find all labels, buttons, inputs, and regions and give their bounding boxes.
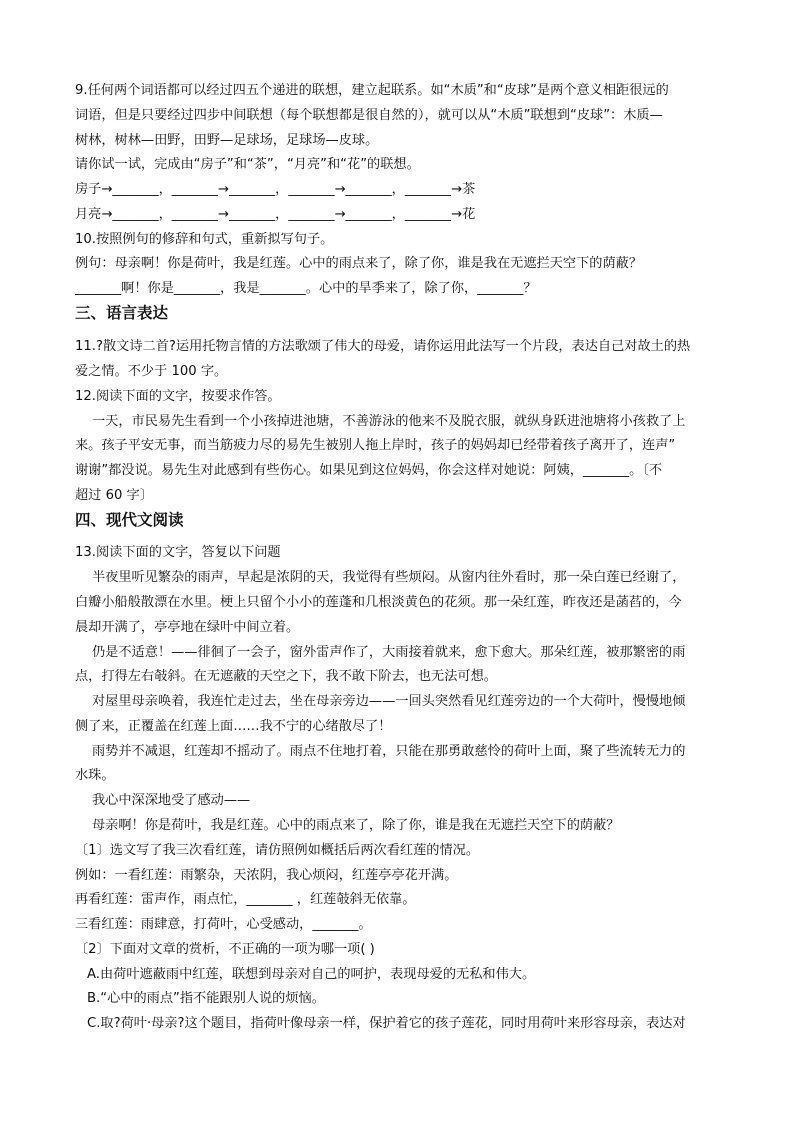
q10-answer-template: _______啊！你是_______，我是_______。心中的旱季来了，除了你，_______？ [75,281,537,296]
q12-passage-3: 谢谢”都没说。易先生对此感到有些伤心。如果见到这位妈妈，你会这样对她说：阿姨，_______。〔不 [75,463,663,478]
q10-question: 10.按照例句的修辞和句式，重新拟写句子。 [75,232,334,247]
passage-p1-line-2: 白瓣小船般散漂在水里。梗上只留个小小的莲蓬和几根淡黄色的花须。那一朵红莲，昨夜还是菡萏的，今 [75,595,682,610]
passage-p3-line-1: 对屋里母亲唤着，我连忙走过去，坐在母亲旁边——一回头突然看见红莲旁边的一个大荷叶，慢慢地倾 [92,694,686,709]
passage-p6: 母亲啊！你是荷叶，我是红莲。心中的雨点来了，除了你，谁是我在无遮拦天空下的荫蔽？ [92,818,620,833]
q13-option-a: A.由荷叶遮蔽雨中红莲，联想到母亲对自己的呵护，表现母爱的无私和伟大。 [87,967,536,982]
passage-p1-line-3: 晨却开满了，亭亭地在绿叶中间立着。 [75,620,300,635]
q9-line-2: 词语，但是只要经过四步中间联想（每个联想都是很自然的），就可以从“木质”联想到“皮球”：木质— [75,108,663,123]
passage-p2-line-1: 仍是不适意！——徘徊了一会子，窗外雷声作了，大雨接着就来，愈下愈大。那朵红莲，被那繁密的雨 [92,645,686,660]
q11-line-1: 11.?散文诗二首?运用托物言情的方法歌颂了伟大的母爱，请你运用此法写一个片段，表达自己对故土的热 [75,339,691,354]
q12-passage-2: 来。孩子平安无事，而当筋疲力尽的易先生被别人拖上岸时，孩子的妈妈却已经带着孩子离开了，连声” [75,438,676,453]
q13-sub1-second-look: 再看红莲：雷声作，雨点忙，_______ ，红莲攲斜无依靠。 [75,892,416,907]
passage-p5: 我心中深深地受了感动—— [92,793,251,808]
passage-p4-line-2: 水珠。 [75,768,115,783]
q13-sub2-question: 〔2〕下面对文章的赏析，不正确的一项为哪一项( ) [75,942,375,957]
q13-option-c: C.取?荷叶·母亲?这个题目，指荷叶像母亲一样，保护着它的孩子莲花，同时用荷叶来形容母亲，表达对 [87,1016,686,1031]
section-heading-3: 三、语言表达 [75,304,169,322]
q10-example: 例句：母亲啊！你是荷叶，我是红莲。心中的雨点来了，除了你，谁是我在无遮拦天空下的荫蔽？ [75,256,643,271]
q9-moon-flower-blanks: 月亮→_______，_______→_______，_______→_______，_______→花 [75,207,476,222]
q13-sub1-example: 例如：一看红莲：雨繁杂，天浓阴，我心烦闷，红莲亭亭花开满。 [75,868,458,883]
q12-passage-4: 超过 60 字〕 [75,488,153,503]
q13-sub1-third-look: 三看红莲：雨肆意，打荷叶，心受感动，_______。 [75,917,372,932]
q13-question: 13.阅读下面的文字，答复以下问题 [75,545,281,560]
q13-option-b: B.“心中的雨点”指不能跟别人说的烦恼。 [87,991,325,1006]
q12-passage-1: 一天，市民易先生看到一个小孩掉进池塘，不善游泳的他来不及脱衣服，就纵身跃进池塘将小孩救了上 [92,414,686,429]
passage-p1-line-1: 半夜里听见繁杂的雨声，早起是浓阴的天，我觉得有些烦闷。从窗内往外看时，那一朵白莲已经谢了， [92,570,686,585]
q9-instruction: 请你试一试，完成由“房子”和“茶”，“月亮”和“花”的联想。 [75,157,420,172]
q9-line-1: 9.任何两个词语都可以经过四五个递进的联想，建立起联系。如“木质”和“皮球”是两个意义相距很远的 [75,83,669,98]
passage-p3-line-2: 侧了来，正覆盖在红莲上面……我不宁的心绪散尽了！ [75,719,392,734]
q13-sub1-question: 〔1〕选文写了我三次看红莲，请仿照例如概括后两次看红莲的情况。 [75,843,480,858]
q11-line-2: 爱之情。不少于 100 字。 [75,364,228,379]
q9-line-3: 树林，树林—田野，田野—足球场，足球场—皮球。 [75,133,379,148]
q12-question: 12.阅读下面的文字，按要求作答。 [75,389,281,404]
section-heading-4: 四、现代文阅读 [75,511,184,529]
passage-p2-line-2: 点，打得左右攲斜。在无遮蔽的天空之下，我不敢下阶去，也无法可想。 [75,669,497,684]
q9-house-tea-blanks: 房子→_______，_______→_______，_______→_______，_______→茶 [75,182,476,197]
passage-p4-line-1: 雨势并不减退，红莲却不摇动了。雨点不住地打着，只能在那勇敢慈怜的荷叶上面，聚了些流转无力的 [92,744,686,759]
